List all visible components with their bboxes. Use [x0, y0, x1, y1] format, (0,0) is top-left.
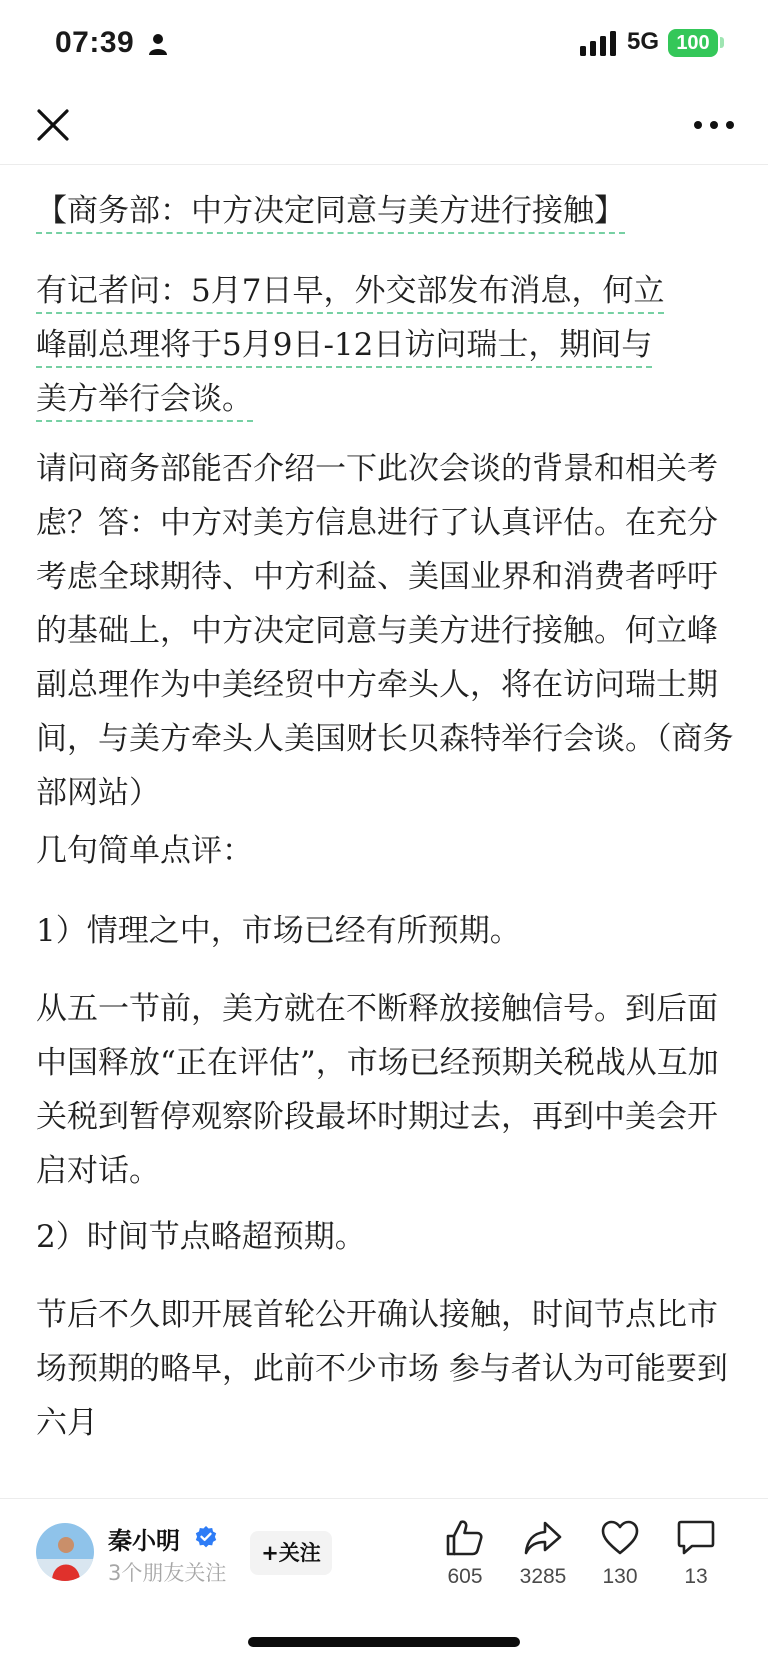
comment-count: 13: [684, 1565, 708, 1588]
network-type: 5G: [627, 28, 660, 55]
like-button[interactable]: [425, 1519, 505, 1589]
answer-paragraph: 请问商务部能否介绍一下此次会谈的背景和相关考虑？答：中方对美方信息进行了认真评估。在充分考虑全球期待、中方利益、美国业界和消费者呼吁的基础上，中方决定同意与美方进行接触。何立峰副总理作为中美经贸中方牵头人，将在访问瑞士期间，与美方牵头人美国财长贝森特举行会谈。（商务部网站）: [36, 451, 734, 811]
share-arrow-icon: [523, 1519, 563, 1557]
friends-following-count: 3个朋友关注: [108, 1561, 227, 1585]
question-line-2: 峰副总理将于5月9日-12日访问瑞士，期间与: [36, 327, 652, 368]
comment-intro: 几句简单点评：: [36, 833, 253, 869]
close-icon[interactable]: [34, 106, 74, 146]
point-2-heading: 2）时间节点略超预期。: [36, 1219, 366, 1255]
point-1-body: 从五一节前，美方就在不断释放接触信号。到后面中国释放“正在评估”，市场已经预期关税战从互加关税到暂停观察阶段最坏时期过去，再到中美会开启对话。: [36, 991, 719, 1189]
bottom-action-bar: [0, 1498, 768, 1663]
article-title: 【商务部：中方决定同意与美方进行接触】: [36, 184, 736, 238]
battery-indicator: 100: [668, 29, 718, 57]
home-indicator: [248, 1637, 520, 1647]
comment-bubble-icon: [676, 1519, 716, 1557]
article-body: [0, 164, 768, 1498]
person-icon: [148, 33, 168, 55]
more-horizontal-icon[interactable]: [692, 118, 736, 132]
question-paragraph: [36, 264, 736, 426]
share-count: 3285: [519, 1565, 567, 1588]
comment-button[interactable]: [656, 1519, 736, 1589]
author-avatar[interactable]: [36, 1523, 94, 1581]
like-count: 605: [447, 1565, 483, 1588]
thumbs-up-icon: [445, 1519, 485, 1557]
heart-icon: [600, 1519, 640, 1557]
favorite-count: 130: [602, 1565, 638, 1588]
battery-tip: [720, 37, 724, 48]
author-name[interactable]: 秦小明: [108, 1527, 180, 1555]
question-line-1: 有记者问：5月7日早，外交部发布消息，何立: [36, 273, 664, 314]
avatar-image: [36, 1523, 94, 1581]
point-1-heading: 1）情理之中，市场已经有所预期。: [36, 913, 521, 949]
question-line-3: 美方举行会谈。: [36, 381, 253, 422]
signal-icon: [580, 30, 620, 56]
top-nav-bar: [0, 88, 768, 165]
point-2-body: 节后不久即开展首轮公开确认接触，时间节点比市场预期的略早，此前不少市场 参与者认为可能要到六月: [36, 1297, 728, 1441]
favorite-button[interactable]: [580, 1519, 660, 1589]
content-fade: [0, 1470, 768, 1498]
status-bar: [0, 0, 768, 88]
verified-badge-icon: [194, 1525, 218, 1549]
share-button[interactable]: [503, 1519, 583, 1589]
status-time: 07:39: [55, 26, 135, 59]
follow-button[interactable]: +关注: [250, 1531, 332, 1575]
